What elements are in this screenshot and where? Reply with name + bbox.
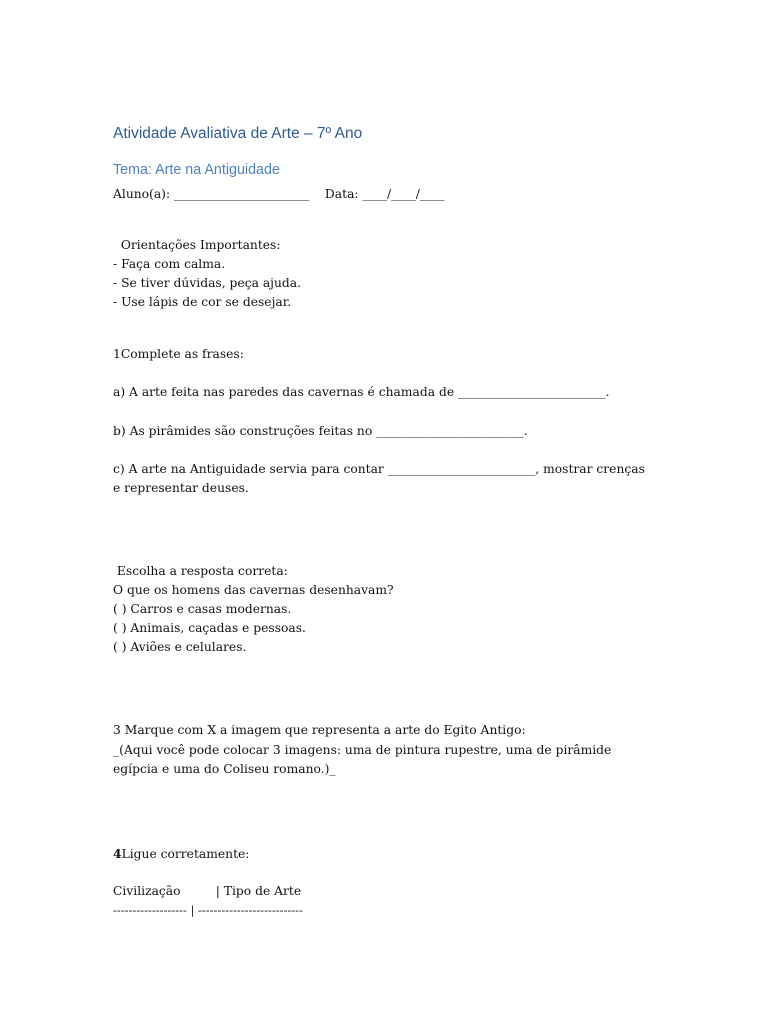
question-2-option: ( ) Animais, caçadas e pessoas. — [113, 621, 306, 635]
question-2-heading: Escolha a resposta correta: — [113, 564, 288, 578]
guideline-item: - Faça com calma. — [113, 257, 226, 271]
student-date-line: Aluno(a): ______________________ Data: ____/____/____ — [113, 187, 445, 201]
question-1-heading: 1Complete as frases: — [113, 347, 244, 361]
matching-table-header: Civilização | Tipo de Arte — [113, 884, 302, 898]
document-title: Atividade Avaliativa de Arte – 7º Ano — [113, 125, 363, 142]
question-2-prompt: O que os homens das cavernas desenhavam? — [113, 583, 394, 597]
question-4-text: Ligue corretamente: — [121, 847, 250, 861]
question-4-heading — [113, 844, 249, 864]
question-2-option: ( ) Aviões e celulares. — [113, 640, 247, 654]
document-subtitle: Tema: Arte na Antiguidade — [113, 162, 280, 178]
question-1b: b) As pirâmides são construções feitas no ________________________. — [113, 424, 528, 438]
question-3-heading: 3 Marque com X a imagem que representa a arte do Egito Antigo: — [113, 723, 526, 737]
guideline-item: - Use lápis de cor se desejar. — [113, 295, 292, 309]
matching-table-rule: ------------------- | --------------------------- — [113, 903, 303, 917]
question-3-note: _(Aqui você pode colocar 3 imagens: uma de pintura rupestre, uma de pirâmide egípcia e uma do Coliseu romano.)_ — [113, 743, 612, 776]
guideline-item: - Se tiver dúvidas, peça ajuda. — [113, 276, 302, 290]
question-1a: a) A arte feita nas paredes das cavernas é chamada de ________________________. — [113, 385, 610, 399]
guidelines-heading: Orientações Importantes: — [113, 238, 281, 252]
question-4-number: 4 — [113, 846, 122, 861]
question-1c: c) A arte na Antiguidade servia para contar ________________________, mostrar crenças e representar deuses. — [113, 462, 645, 495]
question-2-option: ( ) Carros e casas modernas. — [113, 602, 292, 616]
